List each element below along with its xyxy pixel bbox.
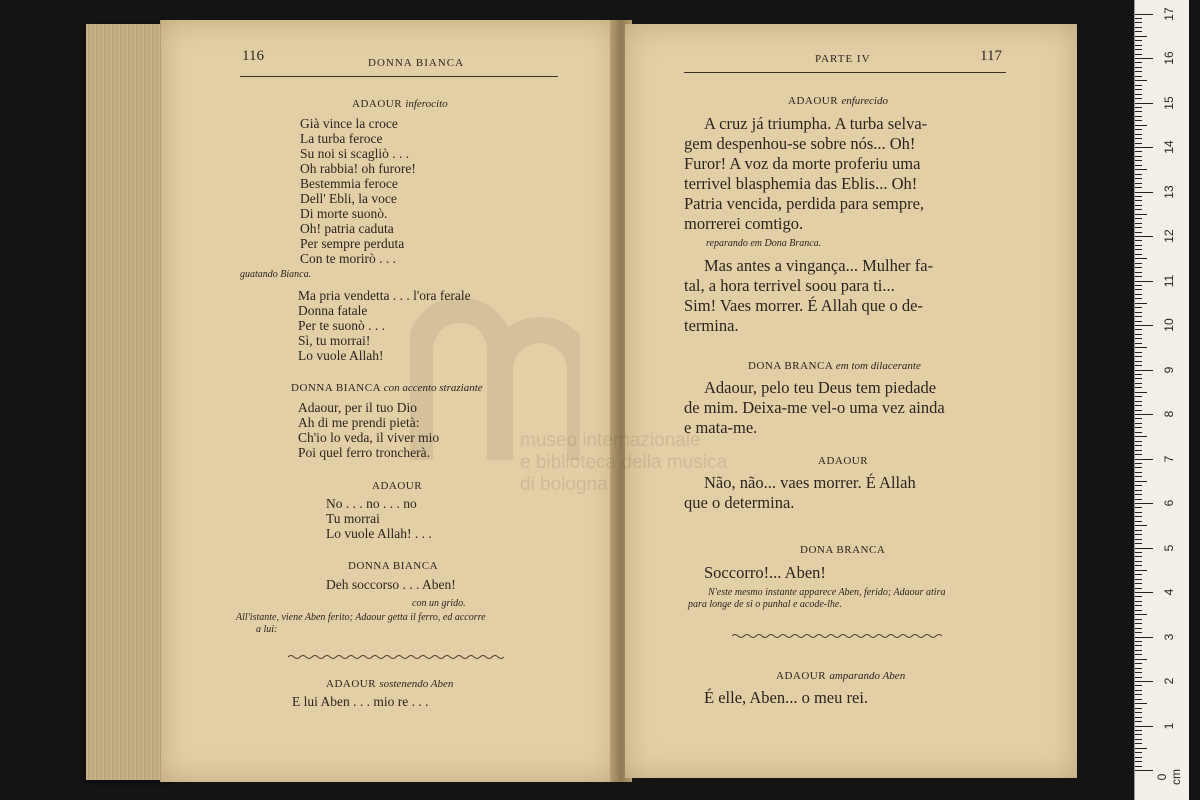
ruler-tick	[1135, 58, 1153, 59]
ruler-tick	[1135, 681, 1153, 682]
ruler-tick	[1135, 276, 1142, 277]
ruler-tick	[1135, 178, 1142, 179]
speaker-heading: DONA BRANCA em tom dilacerante	[748, 360, 921, 372]
running-header-right: PARTE IV	[815, 53, 871, 65]
ruler-tick	[1135, 712, 1142, 713]
stage-direction: con un grido.	[412, 598, 466, 609]
header-rule	[240, 76, 558, 77]
speaker-heading: ADAOUR	[372, 480, 423, 492]
ruler-tick	[1135, 445, 1142, 446]
ruler-tick	[1135, 200, 1142, 201]
prose-line: Patria vencida, perdida para sempre,	[684, 194, 925, 213]
ruler-tick	[1135, 694, 1142, 695]
ruler-tick	[1135, 414, 1153, 415]
ruler-tick	[1135, 98, 1142, 99]
ornament-divider	[732, 633, 942, 639]
ruler-tick	[1135, 151, 1142, 152]
ruler-tick	[1135, 748, 1147, 749]
ruler-tick	[1135, 325, 1153, 326]
ruler-tick	[1135, 588, 1142, 589]
verse-line: Per sempre perduta	[300, 236, 405, 251]
ruler-tick	[1135, 285, 1142, 286]
ruler-tick	[1135, 561, 1142, 562]
speaker-heading: DONA BRANCA	[800, 544, 886, 556]
ruler-tick	[1135, 263, 1142, 264]
ruler-tick	[1135, 619, 1142, 620]
ruler-tick	[1135, 147, 1153, 148]
verse-line: Tu morrai	[326, 511, 380, 526]
ruler-tick	[1135, 507, 1142, 508]
ruler-tick	[1135, 352, 1142, 353]
ruler-tick	[1135, 539, 1142, 540]
ruler-tick	[1135, 107, 1142, 108]
ruler-tick	[1135, 209, 1142, 210]
ruler-tick	[1135, 245, 1142, 246]
ruler-tick	[1135, 218, 1142, 219]
ruler-tick	[1135, 169, 1147, 170]
ruler-tick	[1135, 614, 1147, 615]
ruler-number: 4	[1162, 588, 1176, 596]
ruler-tick	[1135, 103, 1153, 104]
ruler-tick	[1135, 717, 1142, 718]
stage-direction: a lui:	[256, 624, 278, 635]
ruler-number: 5	[1162, 544, 1176, 551]
ruler-number: 9	[1162, 366, 1176, 373]
ruler-number: 2	[1162, 677, 1176, 685]
watermark-text	[520, 430, 727, 496]
ruler-tick	[1135, 374, 1142, 375]
ruler-tick	[1135, 338, 1142, 339]
prose-line: Sim! Vaes morrer. É Allah que o de-	[684, 296, 923, 315]
ruler-tick	[1135, 490, 1142, 491]
prose-line: Furor! A voz da morte proferiu uma	[684, 154, 921, 173]
ruler-tick	[1135, 579, 1142, 580]
ruler-tick	[1135, 31, 1142, 32]
ruler-tick	[1135, 503, 1153, 504]
ruler-tick	[1135, 454, 1142, 455]
ruler-tick	[1135, 650, 1142, 651]
ruler-tick	[1135, 637, 1153, 638]
ruler-tick	[1135, 583, 1142, 584]
verse-line: Adaour, per il tuo Dio	[298, 400, 418, 415]
ruler-tick	[1135, 387, 1142, 388]
ruler-tick	[1135, 628, 1142, 629]
ruler-tick	[1135, 370, 1153, 371]
ruler-tick	[1135, 22, 1142, 23]
watermark-line: museo internazionale	[520, 430, 701, 451]
stage-direction: N'este mesmo instante apparece Aben, ferido; Adaour atira	[708, 587, 946, 598]
ruler-tick	[1135, 601, 1142, 602]
ruler-tick	[1135, 214, 1147, 215]
ruler-tick	[1135, 361, 1142, 362]
ruler-tick	[1135, 289, 1142, 290]
ruler-tick	[1135, 165, 1142, 166]
ruler-tick	[1135, 62, 1142, 63]
ruler-tick	[1135, 752, 1142, 753]
prose-line: Soccorro!... Aben!	[704, 563, 826, 582]
verse-line: Poi quel ferro troncherà.	[298, 445, 430, 460]
ruler-tick	[1135, 303, 1147, 304]
stage-direction: reparando em Dona Branca.	[706, 238, 822, 249]
verse-line: Per te suonò . . .	[298, 318, 385, 333]
ruler-tick	[1135, 516, 1142, 517]
ruler-tick	[1135, 160, 1142, 161]
ruler-tick	[1135, 401, 1142, 402]
speaker-heading: DONNA BIANCA con accento straziante	[291, 382, 483, 394]
ruler-tick	[1135, 192, 1153, 193]
verse-line: No . . . no . . . no	[326, 496, 417, 511]
ruler-tick	[1135, 134, 1142, 135]
page-number-right: 117	[980, 48, 1002, 64]
ruler-tick	[1135, 312, 1142, 313]
ruler-tick	[1135, 258, 1147, 259]
ruler-tick	[1135, 476, 1142, 477]
ruler-tick	[1135, 138, 1142, 139]
ruler-tick	[1135, 459, 1153, 460]
ruler-tick	[1135, 548, 1153, 549]
ruler-tick	[1135, 467, 1142, 468]
ruler-tick	[1135, 743, 1142, 744]
ruler-tick	[1135, 378, 1142, 379]
ruler-tick	[1135, 205, 1142, 206]
ruler-tick	[1135, 45, 1142, 46]
ruler-tick	[1135, 739, 1142, 740]
ruler-tick	[1135, 632, 1142, 633]
ruler-number: 8	[1162, 410, 1176, 418]
ruler-tick	[1135, 267, 1142, 268]
ruler-tick	[1135, 610, 1142, 611]
ruler-number: 10	[1162, 318, 1176, 332]
ruler-tick	[1135, 708, 1142, 709]
ruler-tick	[1135, 645, 1142, 646]
ruler-tick	[1135, 18, 1142, 19]
ruler-number: 14	[1162, 140, 1176, 154]
ruler-tick	[1135, 40, 1142, 41]
verse-line: Ah di me prendi pietà:	[298, 415, 420, 430]
ruler-tick	[1135, 227, 1142, 228]
ruler-tick	[1135, 223, 1142, 224]
speaker-heading: ADAOUR	[818, 455, 869, 467]
ruler-tick	[1135, 605, 1142, 606]
ruler-number: 17	[1162, 6, 1176, 21]
ruler-tick	[1135, 356, 1142, 357]
prose-line: terrivel blasphemia das Eblis... Oh!	[684, 174, 918, 193]
ruler-tick	[1135, 481, 1147, 482]
verse-line: Ma pria vendetta . . . l'ora ferale	[298, 288, 471, 303]
ruler-tick	[1135, 111, 1142, 112]
verse-line: Deh soccorso . . . Aben!	[326, 577, 456, 592]
ruler-tick	[1135, 71, 1142, 72]
ruler-tick	[1135, 418, 1142, 419]
ruler-tick	[1135, 49, 1142, 50]
ruler-tick	[1135, 129, 1142, 130]
watermark-line: di bologna	[520, 474, 608, 495]
ruler-tick	[1135, 485, 1142, 486]
ruler-number: 12	[1162, 229, 1176, 243]
ruler-tick	[1135, 120, 1142, 121]
ruler-number: 11	[1162, 274, 1176, 287]
ruler-tick	[1135, 67, 1142, 68]
ruler-tick	[1135, 76, 1142, 77]
ruler-tick	[1135, 423, 1142, 424]
ruler-tick	[1135, 441, 1142, 442]
ruler-tick	[1135, 410, 1142, 411]
ruler-tick	[1135, 512, 1142, 513]
ruler-tick	[1135, 757, 1142, 758]
prose-line: termina.	[684, 316, 739, 335]
ruler-tick	[1135, 766, 1142, 767]
ruler-tick	[1135, 556, 1142, 557]
ruler-tick	[1135, 432, 1142, 433]
ruler-tick	[1135, 329, 1142, 330]
ruler-tick	[1135, 641, 1142, 642]
ruler-tick	[1135, 663, 1142, 664]
ruler-tick	[1135, 534, 1142, 535]
ruler-tick	[1135, 659, 1147, 660]
prose-line: É elle, Aben... o meu rei.	[704, 688, 869, 707]
watermark-line: e biblioteca della musica	[520, 452, 728, 473]
verse-line: Bestemmia feroce	[300, 176, 398, 191]
ruler-tick	[1135, 530, 1142, 531]
ruler-tick	[1135, 521, 1142, 522]
ruler-tick	[1135, 89, 1142, 90]
prose-line: que o determina.	[684, 493, 795, 512]
ruler-tick	[1135, 298, 1142, 299]
ruler-number: 6	[1162, 499, 1176, 507]
ruler-tick	[1135, 54, 1142, 55]
verse-line: E lui Aben . . . mio re . . .	[292, 694, 429, 709]
ruler-tick	[1135, 494, 1142, 495]
ruler-tick	[1135, 143, 1142, 144]
prose-line: gem despenhou-se sobre nós... Oh!	[684, 134, 916, 153]
verse-line: Con te morirò . . .	[300, 251, 396, 266]
verse-line: Sì, tu morrai!	[298, 333, 371, 348]
ruler-tick	[1135, 316, 1142, 317]
ruler-tick	[1135, 552, 1142, 553]
ruler-tick	[1135, 156, 1142, 157]
ruler-tick	[1135, 450, 1142, 451]
prose-line: Adaour, pelo teu Deus tem piedade	[704, 378, 937, 397]
header-rule	[684, 72, 1006, 73]
ruler-tick	[1135, 334, 1142, 335]
ruler-number: 1	[1162, 722, 1176, 729]
ruler-tick	[1135, 592, 1153, 593]
measuring-ruler	[1134, 0, 1189, 800]
speaker-heading: DONNA BIANCA	[348, 560, 439, 572]
page-number-left: 116	[242, 48, 264, 64]
ruler-tick	[1135, 570, 1147, 571]
ruler-tick	[1135, 761, 1142, 762]
ruler-tick	[1135, 525, 1147, 526]
ruler-tick	[1135, 565, 1142, 566]
prose-line: tal, a hora terrivel soou para ti...	[684, 276, 895, 295]
verse-line: Su noi si scagliò . . .	[300, 146, 410, 161]
ruler-tick	[1135, 14, 1153, 15]
speaker-heading: ADAOUR sostenendo Aben	[326, 678, 454, 690]
ruler-tick	[1135, 685, 1142, 686]
ruler-tick	[1135, 187, 1142, 188]
ruler-tick	[1135, 321, 1142, 322]
ruler-tick	[1135, 125, 1147, 126]
ruler-tick	[1135, 734, 1142, 735]
stage-direction: guatando Bianca.	[240, 269, 312, 280]
ruler-tick	[1135, 499, 1142, 500]
speaker-heading: ADAOUR inferocito	[352, 98, 448, 110]
ruler-tick	[1135, 574, 1142, 575]
ruler-tick	[1135, 703, 1147, 704]
ruler-tick	[1135, 436, 1147, 437]
ruler-tick	[1135, 232, 1142, 233]
ruler-number: 0 cm	[1155, 769, 1183, 785]
prose-line: de mim. Deixa-me vel-o uma vez ainda	[684, 398, 945, 417]
ruler-tick	[1135, 80, 1147, 81]
prose-line: Não, não... vaes morrer. É Allah	[704, 473, 916, 492]
verse-line: Donna fatale	[298, 303, 368, 318]
verse-line: Ch'io lo veda, il viver mio	[298, 430, 440, 445]
ruler-number: 13	[1162, 184, 1176, 199]
prose-line: morrerei comtigo.	[684, 214, 804, 233]
ruler-tick	[1135, 236, 1153, 237]
ruler-tick	[1135, 463, 1142, 464]
ruler-tick	[1135, 249, 1142, 250]
verse-line: La turba feroce	[300, 131, 383, 146]
verse-line: Di morte suonò.	[300, 206, 388, 221]
ruler-tick	[1135, 240, 1142, 241]
ruler-tick	[1135, 721, 1142, 722]
ruler-tick	[1135, 596, 1142, 597]
ruler-tick	[1135, 405, 1142, 406]
ruler-tick	[1135, 730, 1142, 731]
ruler-number: 15	[1162, 95, 1176, 110]
ruler-tick	[1135, 307, 1142, 308]
ruler-tick	[1135, 472, 1142, 473]
ruler-tick	[1135, 294, 1142, 295]
ruler-tick	[1135, 383, 1142, 384]
prose-line: e mata-me.	[684, 418, 758, 437]
ornament-divider	[288, 654, 504, 660]
ruler-number: 3	[1162, 633, 1176, 640]
ruler-tick	[1135, 85, 1142, 86]
prose-line: A cruz já triumpha. A turba selva-	[704, 114, 928, 133]
speaker-heading: ADAOUR enfurecido	[788, 95, 888, 107]
verse-line: Lo vuole Allah! . . .	[326, 526, 432, 541]
ruler-tick	[1135, 427, 1142, 428]
verse-line: Lo vuole Allah!	[298, 348, 384, 363]
stage-direction: All'istante, viene Aben ferito; Adaour getta il ferro, ed accorre	[236, 612, 486, 623]
ruler-tick	[1135, 623, 1142, 624]
ruler-tick	[1135, 272, 1142, 273]
ruler-tick	[1135, 196, 1142, 197]
ruler-tick	[1135, 677, 1142, 678]
ruler-tick	[1135, 254, 1142, 255]
ruler-tick	[1135, 726, 1153, 727]
ruler-tick	[1135, 654, 1142, 655]
stage-direction: para longe de si o punhal e acode-lhe.	[688, 599, 842, 610]
verse-line: Oh! patria caduta	[300, 221, 394, 236]
ruler-tick	[1135, 543, 1142, 544]
ruler-tick	[1135, 690, 1142, 691]
running-header-left: DONNA BIANCA	[368, 57, 465, 69]
prose-line: Mas antes a vingança... Mulher fa-	[704, 256, 934, 275]
ruler-tick	[1135, 668, 1142, 669]
ruler-number: 16	[1162, 51, 1176, 65]
verse-line: Dell' Ebli, la voce	[300, 191, 397, 206]
ruler-tick	[1135, 392, 1147, 393]
ruler-tick	[1135, 183, 1142, 184]
speaker-heading: ADAOUR amparando Aben	[776, 670, 906, 682]
ruler-tick	[1135, 281, 1153, 282]
verse-line: Oh rabbia! oh furore!	[300, 161, 416, 176]
ruler-tick	[1135, 672, 1142, 673]
ruler-tick	[1135, 27, 1142, 28]
verse-line: Già vince la croce	[300, 116, 398, 131]
ruler-tick	[1135, 347, 1147, 348]
ruler-tick	[1135, 365, 1142, 366]
ruler-tick	[1135, 343, 1142, 344]
ruler-tick	[1135, 94, 1142, 95]
ruler-tick	[1135, 770, 1153, 771]
ruler-tick	[1135, 699, 1142, 700]
ruler-tick	[1135, 174, 1142, 175]
ruler-number: 7	[1162, 455, 1176, 462]
ruler-tick	[1135, 116, 1142, 117]
ruler-tick	[1135, 36, 1147, 37]
ruler-tick	[1135, 396, 1142, 397]
